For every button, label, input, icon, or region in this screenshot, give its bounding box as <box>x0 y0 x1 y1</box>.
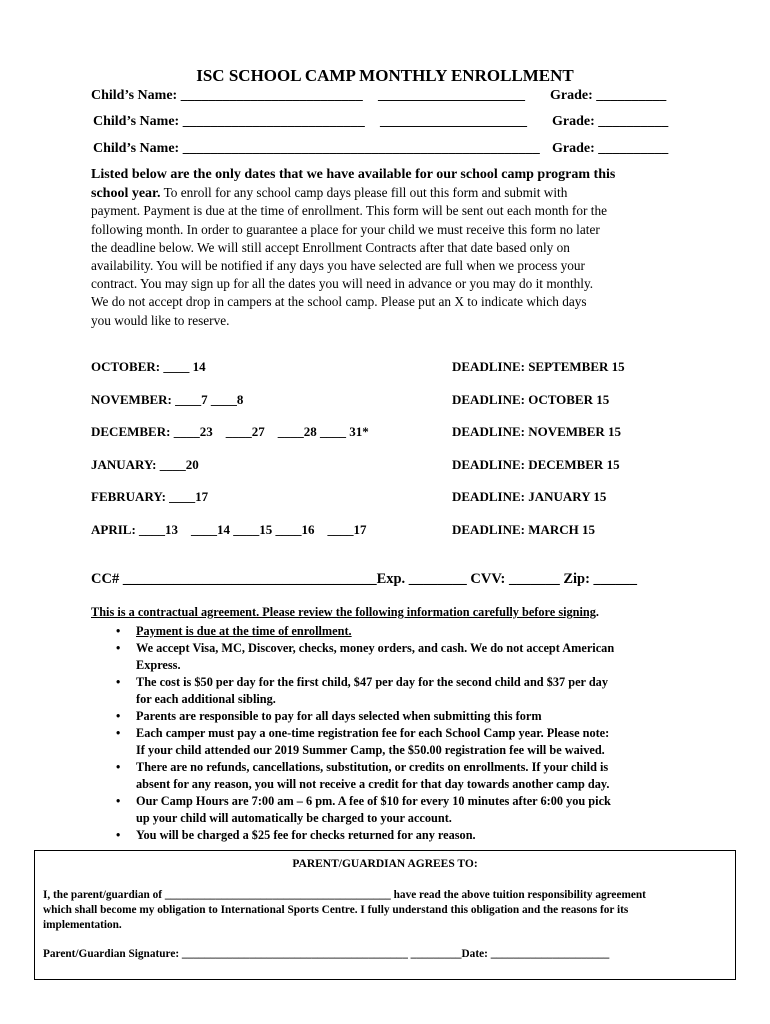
term-line: for each additional sibling. <box>136 692 276 706</box>
december-dates[interactable]: DECEMBER: ____23 ____27 ____28 ____ 31* <box>91 424 369 439</box>
terms-list <box>91 623 711 844</box>
list-item <box>91 623 711 640</box>
intro-paragraph <box>91 166 691 330</box>
term-line: We accept Visa, MC, Discover, checks, money orders, and cash. We do not accept American <box>136 641 615 655</box>
intro-line: availability. You will be notified if any days you have selected are full when we process your <box>91 257 585 273</box>
term-line: absent for any reason, you will not receive a credit for that day towards another camp day. <box>136 777 610 791</box>
intro-bold-lead: school year. <box>91 186 161 202</box>
intro-line: following month. In order to guarantee a place for your child we must receive this form no later <box>91 221 600 237</box>
list-item <box>91 674 711 708</box>
agreement-line: which shall become my obligation to International Sports Centre. I fully understand this obligation and the reasons for its <box>43 904 629 916</box>
term-line: up your child will automatically be charged to your account. <box>136 811 452 825</box>
grade-field[interactable]: Grade: __________ <box>550 88 667 103</box>
term-line: Express. <box>136 658 181 672</box>
list-item <box>91 759 711 793</box>
bullet-icon: • <box>116 794 121 808</box>
bullet-icon: • <box>116 675 121 689</box>
term-line: There are no refunds, cancellations, substitution, or credits on enrollments. If your child is <box>136 760 609 774</box>
term-line: The cost is $50 per day for the first child, $47 per day for the second child and $37 per day <box>136 675 608 689</box>
term-line: Payment is due at the time of enrollment. <box>136 624 352 638</box>
intro-line <box>91 184 691 202</box>
signature-date-field[interactable]: Parent/Guardian Signature: ________________________________________ _________Date: _____________________ <box>43 948 610 960</box>
grade-field[interactable]: Grade: __________ <box>552 114 669 129</box>
child-name-field-extra[interactable]: _____________________ <box>378 88 525 103</box>
agreement-text <box>43 888 733 933</box>
bullet-icon: • <box>116 828 121 842</box>
intro-bold-line: Listed below are the only dates that we have available for our school camp program this <box>91 167 616 182</box>
intro-line: We do not accept drop in campers at the school camp. Please put an X to indicate which days <box>91 294 587 310</box>
bullet-icon: • <box>116 726 121 740</box>
december-deadline: DEADLINE: NOVEMBER 15 <box>452 424 622 439</box>
list-item <box>91 708 711 725</box>
intro-line-rest: To enroll for any school camp days please fill out this form and submit with <box>160 185 568 201</box>
january-deadline: DEADLINE: DECEMBER 15 <box>452 457 620 472</box>
contract-heading <box>91 605 599 620</box>
february-dates[interactable]: FEBRUARY: ____17 <box>91 489 209 504</box>
february-deadline: DEADLINE: JANUARY 15 <box>452 489 607 504</box>
form-title: ISC SCHOOL CAMP MONTHLY ENROLLMENT <box>196 66 574 85</box>
term-line: You will be charged a $25 fee for checks returned for any reason. <box>136 828 476 842</box>
credit-card-field[interactable]: CC# ___________________________________Exp. ________ CVV: _______ Zip: ______ <box>91 571 638 587</box>
bullet-icon: • <box>116 760 121 774</box>
list-item <box>91 793 711 827</box>
bullet-icon: • <box>116 624 121 638</box>
guardian-name-field[interactable]: I, the parent/guardian of ________________________________________ have read the above tuition responsibility agreement <box>43 889 646 901</box>
child-name-field-extra[interactable]: _____________________ <box>380 114 527 129</box>
child-name-field[interactable]: Child’s Name: __________________________ <box>91 88 363 103</box>
agreement-heading: PARENT/GUARDIAN AGREES TO: <box>292 858 478 870</box>
intro-line: the deadline below. We will still accept Enrollment Contracts after that date based only on <box>91 239 570 255</box>
intro-line: contract. You may sign up for all the dates you will need in advance or you may do it monthly. <box>91 276 594 292</box>
list-item <box>91 640 711 674</box>
april-deadline: DEADLINE: MARCH 15 <box>452 522 595 537</box>
october-dates[interactable]: OCTOBER: ____ 14 <box>91 359 206 374</box>
contract-heading-period: . <box>595 605 599 619</box>
term-line: Each camper must pay a one-time registration fee for each School Camp year. Please note: <box>136 726 610 740</box>
term-line: If your child attended our 2019 Summer Camp, the $50.00 registration fee will be waived. <box>136 743 605 757</box>
contract-heading-text: This is a contractual agreement. Please review the following information carefully before signing <box>91 605 596 619</box>
november-dates[interactable]: NOVEMBER: ____7 ____8 <box>91 392 244 407</box>
agreement-line: implementation. <box>43 919 122 931</box>
intro-line: you would like to reserve. <box>91 312 230 328</box>
bullet-icon: • <box>116 641 121 655</box>
agreement-box <box>34 850 736 980</box>
intro-line: payment. Payment is due at the time of enrollment. This form will be sent out each month for the <box>91 203 608 219</box>
list-item <box>91 725 711 759</box>
bullet-icon: • <box>116 709 121 723</box>
november-deadline: DEADLINE: OCTOBER 15 <box>452 392 610 407</box>
term-line: Parents are responsible to pay for all days selected when submitting this form <box>136 709 542 723</box>
child-name-field[interactable]: Child’s Name: __________________________ <box>93 114 365 129</box>
list-item <box>91 827 711 844</box>
january-dates[interactable]: JANUARY: ____20 <box>91 457 199 472</box>
child-name-field[interactable]: Child’s Name: ___________________________________________________ <box>93 141 540 156</box>
term-line: Our Camp Hours are 7:00 am – 6 pm. A fee of $10 for every 10 minutes after 6:00 you pick <box>136 794 611 808</box>
grade-field[interactable]: Grade: __________ <box>552 141 669 156</box>
april-dates[interactable]: APRIL: ____13 ____14 ____15 ____16 ____17 <box>91 522 367 537</box>
october-deadline: DEADLINE: SEPTEMBER 15 <box>452 359 625 374</box>
